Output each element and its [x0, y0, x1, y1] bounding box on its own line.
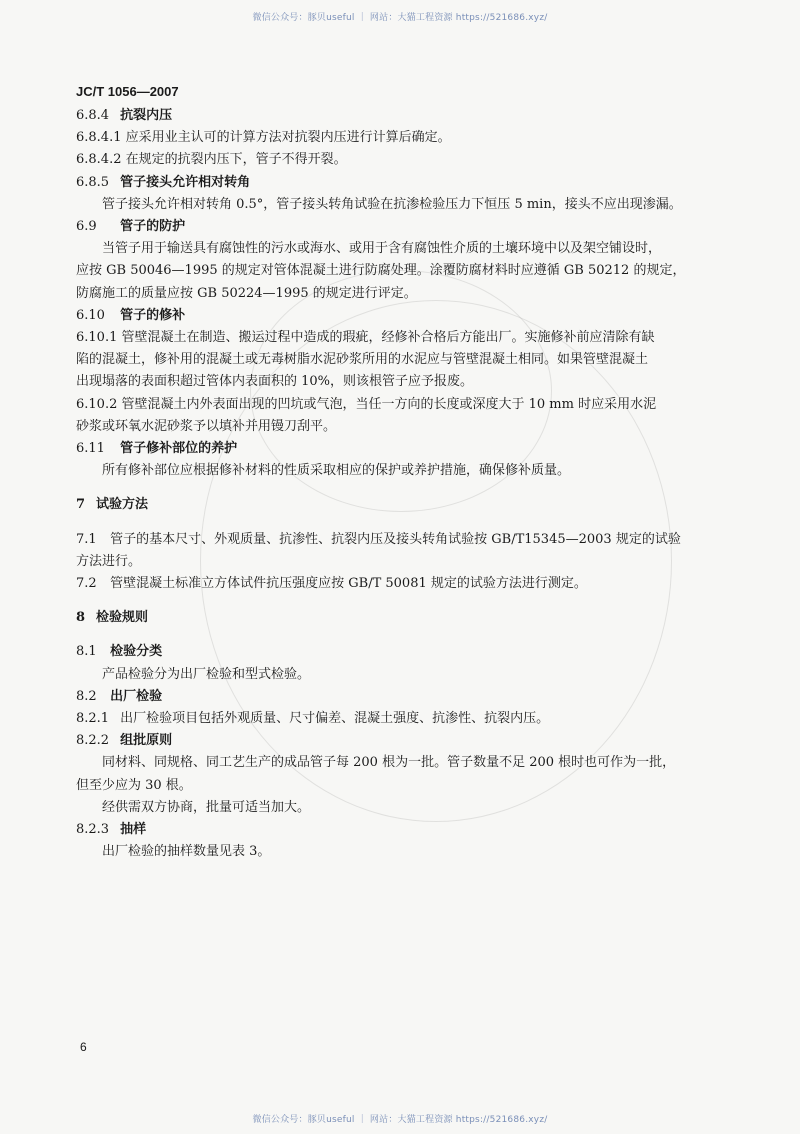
- section-8-1-heading: 8.1 检验分类: [76, 644, 163, 660]
- paragraph-8-2-2-line: 同材料、同规格、同工艺生产的成品管子每 200 根为一批。管子数量不足 200 根时也可作为一批，: [102, 755, 676, 771]
- clause-6-10-2-line: 砂浆或环氧水泥砂浆予以填补并用镘刀刮平。: [76, 418, 337, 434]
- paragraph-8-2-3: 出厂检验的抽样数量见表 3。: [102, 844, 271, 860]
- clause-6-10-1-line: 出现塌落的表面积超过管体内表面积的 10%，则该根管子应予报废。: [76, 374, 474, 390]
- section-6-9-heading: 6.9 管子的防护: [76, 219, 186, 235]
- clause-6-10-1-line: 陷的混凝土，修补用的混凝土或无毒树脂水泥砂浆所用的水泥应与管壁混凝土相同。如果管壁混凝土: [76, 352, 649, 368]
- standard-code: JC/T 1056—2007: [76, 84, 179, 99]
- paragraph-6-9-line: 防腐施工的质量应按 GB 50224—1995 的规定进行评定。: [76, 285, 417, 301]
- paragraph-6-8-5: 管子接头允许相对转角 0.5°，管子接头转角试验在抗渗检验压力下恒压 5 min，接头不应出现渗漏。: [102, 196, 682, 212]
- clause-7-1: 7.1 管子的基本尺寸、外观质量、抗渗性、抗裂内压及接头转角试验按 GB/T15345—2003 规定的试验: [76, 531, 681, 547]
- paragraph-8-1: 产品检验分为出厂检验和型式检验。: [102, 666, 311, 682]
- section-6-8-5-heading: 6.8.5 管子接头允许相对转角: [76, 174, 251, 190]
- section-8-2-2-heading: 8.2.2 组批原则: [76, 733, 173, 749]
- clause-8-2-1: 8.2.1 出厂检验项目包括外观质量、尺寸偏差、混凝土强度、抗渗性、抗裂内压。: [76, 711, 550, 727]
- paragraph-8-2-2-line: 经供需双方协商，批量可适当加大。: [102, 799, 311, 815]
- chapter-8-heading: 8 检验规则: [76, 610, 149, 626]
- clause-6-10-1: 6.10.1 管壁混凝土在制造、搬运过程中造成的瑕疵，经修补合格后方能出厂。实施修补前应清除有缺: [76, 330, 655, 346]
- clause-6-8-4-2: 6.8.4.2 在规定的抗裂内压下，管子不得开裂。: [76, 152, 347, 168]
- page-number: 6: [80, 1040, 87, 1054]
- paragraph-6-9-line: 应按 GB 50046—1995 的规定对管体混凝土进行防腐处理。涂覆防腐材料时应遵循 GB 50212 的规定，: [76, 263, 686, 279]
- clause-7-1-line: 方法进行。: [76, 553, 142, 569]
- section-8-2-3-heading: 8.2.3 抽样: [76, 822, 147, 838]
- chapter-7-heading: 7 试验方法: [76, 497, 149, 513]
- section-6-11-heading: 6.11 管子修补部位的养护: [76, 441, 238, 457]
- bottom-banner: 微信公众号：豚贝useful ｜ 网站：大猫工程资源 https://521686.xyz/: [252, 1115, 548, 1125]
- section-8-2-heading: 8.2 出厂检验: [76, 688, 163, 704]
- clause-6-8-4-1: 6.8.4.1 应采用业主认可的计算方法对抗裂内压进行计算后确定。: [76, 130, 451, 146]
- paragraph-8-2-2-line: 但至少应为 30 根。: [76, 777, 192, 793]
- section-6-8-4-heading: 6.8.4 抗裂内压: [76, 108, 173, 123]
- paragraph-6-9-line: 当管子用于输送具有腐蚀性的污水或海水、或用于含有腐蚀性介质的土壤环境中以及架空铺设时，: [102, 241, 662, 257]
- section-6-10-heading: 6.10 管子的修补: [76, 307, 186, 323]
- paragraph-6-11: 所有修补部位应根据修补材料的性质采取相应的保护或养护措施，确保修补质量。: [102, 463, 571, 479]
- top-banner: 微信公众号：豚贝useful ｜ 网站：大猫工程资源 https://521686.xyz/: [252, 13, 548, 23]
- clause-6-10-2: 6.10.2 管壁混凝土内外表面出现的凹坑或气泡，当任一方向的长度或深度大于 10 mm 时应采用水泥: [76, 396, 657, 412]
- clause-7-2: 7.2 管壁混凝土标准立方体试件抗压强度应按 GB/T 50081 规定的试验方法进行测定。: [76, 576, 587, 592]
- document-body: [76, 105, 720, 864]
